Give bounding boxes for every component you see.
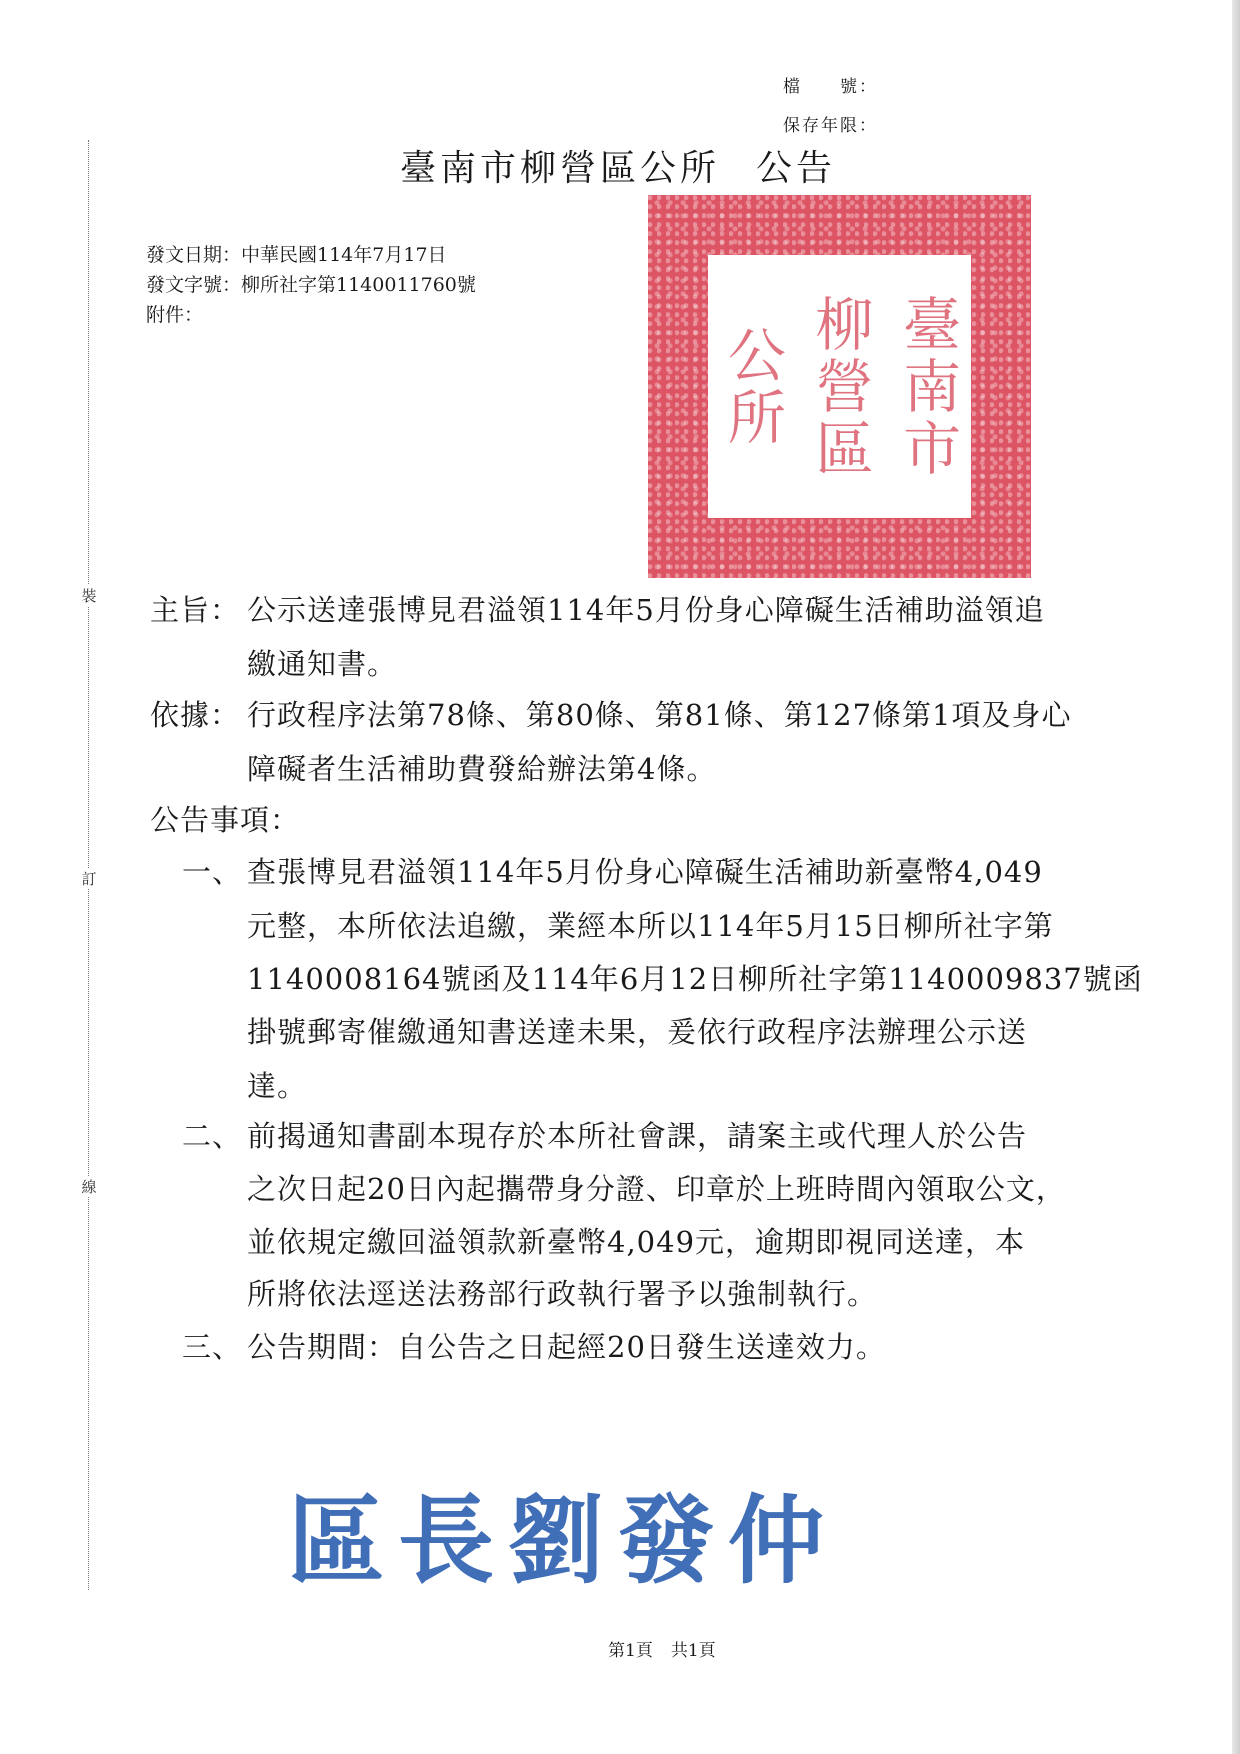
item-3-number: 三、 (182, 1330, 243, 1364)
seal-column-2: 柳營區 (805, 293, 874, 480)
binding-line (88, 140, 89, 1590)
director-signature-stamp: 區長劉發仲 (288, 1484, 838, 1597)
item-2-line: 之次日起20日內起攜帶身分證、印章於上班時間內領取公文， (247, 1172, 1066, 1206)
item-1-line: 1140008164號函及114年6月12日柳所社字第1140009837號函 (247, 962, 1143, 996)
subject-line-1: 公示送達張博見君溢領114年5月份身心障礙生活補助溢領追 (247, 593, 1045, 627)
item-2-line: 前揭通知書副本現存於本所社會課，請案主或代理人於公告 (247, 1119, 1028, 1153)
file-number-field (783, 72, 878, 97)
issue-date: 發文日期：中華民國114年7月17日 (146, 244, 447, 266)
item-2-line: 所將依法逕送法務部行政執行署予以強制執行。 (247, 1277, 878, 1311)
seal-column-3: 公所 (717, 324, 786, 449)
item-1-line: 查張博見君溢領114年5月份身心障礙生活補助新臺幣4,049 (247, 855, 1043, 889)
basis-label: 依據： (150, 698, 241, 732)
binding-mark-xian: 線 (81, 1178, 97, 1196)
subject-label: 主旨： (150, 593, 241, 627)
basis-line-1: 行政程序法第78條、第80條、第81條、第127條第1項及身心 (247, 698, 1072, 732)
item-1-line: 掛號郵寄催繳通知書送達未果，爰依行政程序法辦理公示送 (247, 1015, 1028, 1049)
notice-heading: 公告事項： (150, 803, 301, 837)
title-org: 臺南市柳營區公所 (400, 148, 721, 189)
item-2-line: 並依規定繳回溢領款新臺幣4,049元，逾期即視同送達，本 (247, 1225, 1026, 1259)
page-number: 第1頁 (608, 1641, 653, 1661)
attachment: 附件： (146, 304, 204, 326)
page-title (400, 140, 836, 191)
item-1-line: 達。 (247, 1069, 308, 1103)
item-2-number: 二、 (182, 1119, 243, 1153)
binding-mark-zhuang: 裝 (81, 587, 97, 605)
seal-center (708, 255, 971, 518)
official-seal (648, 195, 1031, 578)
subject-line-2: 繳通知書。 (247, 647, 398, 681)
item-3-line: 公告期間：自公告之日起經20日發生送達效力。 (247, 1330, 886, 1364)
document-info (146, 240, 476, 330)
binding-mark-ding: 訂 (81, 870, 97, 888)
file-number-label: 檔 號： (783, 77, 878, 97)
item-1-line: 元整，本所依法追繳，業經本所以114年5月15日柳所社字第 (247, 909, 1054, 943)
scan-edge (1232, 0, 1240, 1754)
retention-field (783, 111, 878, 136)
title-type: 公告 (756, 148, 837, 189)
item-1-number: 一、 (182, 855, 243, 889)
seal-column-1: 臺南市 (893, 293, 962, 480)
basis-line-2: 障礙者生活補助費發給辦法第4條。 (247, 752, 717, 786)
page-footer (608, 1636, 716, 1661)
page-total: 共1頁 (670, 1641, 716, 1661)
issue-number: 發文字號：柳所社字第1140011760號 (146, 274, 476, 296)
retention-label: 保存年限： (783, 116, 878, 136)
